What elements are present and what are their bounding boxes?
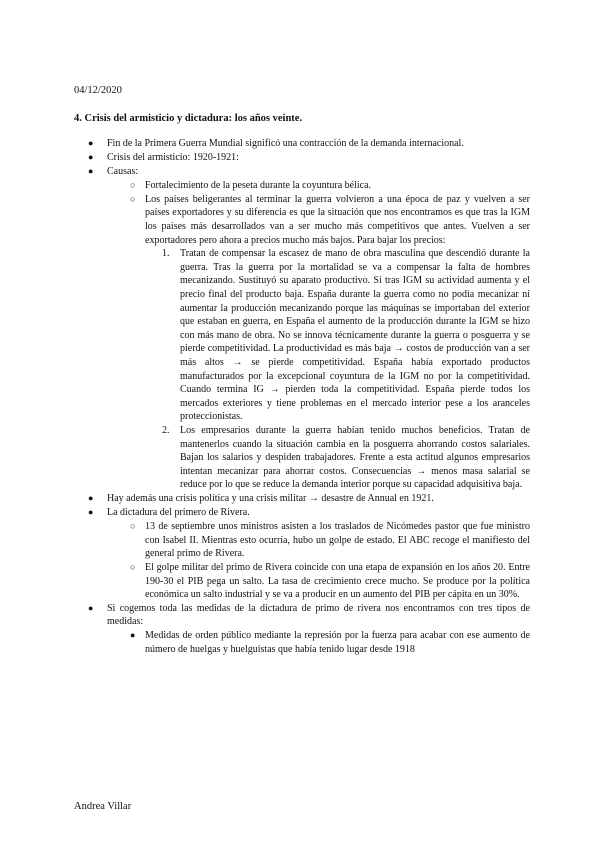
- document-body: [74, 137, 530, 657]
- list-item: 1. Tratan de compensar la escasez de mano de obra masculina que descendió durante la guerra. Tras la guerra por la mortalidad se va a compensar la falta de hombres mecanizando. Sustituyó su aparato productivo. Si tras IGM su actividad aumenta y el precio final del producto baja. España durante la guerra como no podía mecanizar ni aumentar la producción mecanizando porque las máquinas se importaban del exterior que estaban en guerra, en España el aumento de la producción durante la IGM se hizo con más mano de obra. No se innova técnicamente durante la guerra o posguerra y se pierde competitividad. La productividad es más baja → costos de producción van a ser más altos → se pierde competitividad. España había exportado productos manufacturados por la excepcional coyuntura de la IGM no por la competitividad. Cuando termina IG → pierden toda la competitividad. España pierde todos los mercados exteriores y tiene problemas en el mercado interior pese a los aranceles proteccionistas.: [162, 248, 530, 423]
- bullet-marker: ●: [130, 630, 136, 641]
- list-item: ● Hay además una crisis política y una crisis militar → desastre de Annual en 1921.: [88, 492, 434, 504]
- list-item: ○ 13 de septiembre unos ministros asisten a los traslados de Nicómedes pastor que fue ministro con Isabel II. Mientras esto ocurría, hubo un golpe de estado. El ABC recoge el manifiesto del general primo de Rivera.: [130, 521, 530, 560]
- list-item: ● Medidas de orden público mediante la represión por la fuerza para acabar con ese aumento de número de huelgas y huelguistas que había tenido lugar desde 1918: [130, 630, 530, 655]
- bullet-marker: ●: [88, 138, 94, 148]
- bullet-marker: ●: [88, 492, 94, 503]
- bullet-marker: ●: [88, 602, 94, 613]
- list-item: ● La dictadura del primero de Rivera.: [88, 507, 250, 519]
- bullet-marker: ●: [88, 152, 94, 163]
- main-bullet-list-3: [74, 602, 530, 629]
- list-item: ○ Los países beligerantes al terminar la guerra volvieron a una época de paz y vuelven a ser países exportadores y su diferencia es que la situación que nos encontramos es que tras la IGM los países más desarrollados van a ser mucho más competitivos que antes. Vuelven a ser exportadores pero ahora a precios mucho más bajos. Para bajar los precios:: [130, 193, 530, 246]
- list-item: ● Fin de la Primera Guerra Mundial significó una contracción de la demanda internacional.: [88, 138, 464, 149]
- bullet-marker: ●: [88, 507, 94, 518]
- list-item: ○ Fortalecimiento de la peseta durante la coyuntura bélica.: [130, 180, 372, 192]
- circle-marker: ○: [130, 180, 136, 191]
- numbered-list: [74, 247, 530, 492]
- number-marker: 1.: [162, 248, 170, 260]
- circle-marker: ○: [130, 561, 136, 572]
- dictadura-sublist: [74, 520, 530, 602]
- list-item: ● Crisis del armisticio: 1920-1921:: [88, 152, 239, 164]
- main-bullet-list-2: [74, 492, 530, 520]
- bullet-marker: ●: [88, 166, 94, 177]
- footer-author: Andrea Villar: [74, 801, 132, 812]
- document-date: 04/12/2020: [74, 85, 122, 96]
- list-item: 2. Los empresarios durante la guerra habían tenido muchos beneficios. Tratan de mantenerlos cuando la situación cambia en la posguerra ahorrando costos salariales. Bajan los salarios y despiden trabajadores. Frente a esta actitud algunos empresarios intentan mecanizar para ahorrar costos. Consecuencias → menos masa salarial se reduce por lo que se reduce la demanda interior porque su capacidad adquisitiva baja.: [162, 424, 530, 491]
- number-marker: 2.: [162, 424, 170, 436]
- list-item: ● Causas:: [88, 166, 139, 178]
- section-heading: 4. Crisis del armisticio y dictadura: los años veinte.: [74, 113, 303, 124]
- main-bullet-list: [74, 137, 530, 179]
- causas-sublist: [74, 179, 530, 247]
- list-item: ● Si cogemos toda las medidas de la dictadura de primo de rivera nos encontramos con tres tipos de medidas:: [88, 602, 530, 628]
- circle-marker: ○: [130, 193, 136, 204]
- circle-marker: ○: [130, 521, 136, 532]
- medidas-sublist: [74, 629, 530, 656]
- list-item: ○ El golpe militar del primo de Rivera coincide con una etapa de expansión en los años 20. Entre 190-30 el PIB pega un salto. La tasa de crecimiento crece mucho. Se produce por la política económica un salto industrial y se va a producir en un aumento del PIB per cápita en un 30%.: [130, 561, 530, 601]
